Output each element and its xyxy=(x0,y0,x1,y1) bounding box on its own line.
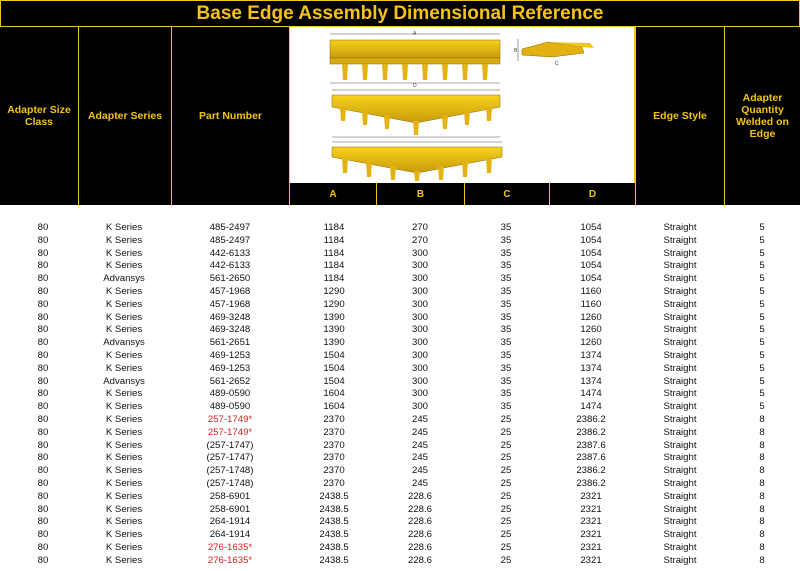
cell-qty: 8 xyxy=(759,541,765,553)
table-row xyxy=(0,478,800,491)
cell-qty: 5 xyxy=(759,260,765,272)
cell-style: Straight xyxy=(663,285,697,297)
cell-size: 80 xyxy=(37,516,49,528)
cell-qty: 5 xyxy=(759,234,765,246)
header-edge-style: Edge Style xyxy=(635,27,724,205)
cell-series: K Series xyxy=(105,234,143,246)
cell-b: 245 xyxy=(411,477,428,489)
cell-size: 80 xyxy=(37,222,49,233)
cell-style: Straight xyxy=(663,388,697,400)
cell-b: 300 xyxy=(411,247,428,259)
cell-c: 25 xyxy=(500,516,512,528)
table-row xyxy=(0,376,800,389)
cell-d: 2321 xyxy=(580,554,602,566)
cell-size: 80 xyxy=(37,452,49,464)
cell-size: 80 xyxy=(37,362,49,374)
header-series: Adapter Series xyxy=(78,27,171,205)
table-row xyxy=(0,286,800,299)
cell-c: 35 xyxy=(500,247,512,259)
cell-series: K Series xyxy=(105,439,143,451)
cell-a: 1290 xyxy=(323,298,345,310)
cell-a: 1184 xyxy=(323,247,345,259)
cell-d: 2387.6 xyxy=(576,439,606,451)
cell-series: K Series xyxy=(105,298,143,310)
cell-style: Straight xyxy=(663,362,697,374)
spade-edge-drawing-2 xyxy=(332,142,502,181)
cell-style: Straight xyxy=(663,298,697,310)
cell-style: Straight xyxy=(663,401,697,413)
cell-series: K Series xyxy=(105,247,143,259)
cell-series: K Series xyxy=(105,516,143,528)
cell-d: 2321 xyxy=(580,503,602,515)
cell-d: 1474 xyxy=(580,401,602,413)
table-row xyxy=(0,324,800,337)
cell-size: 80 xyxy=(37,285,49,297)
cell-b: 300 xyxy=(411,260,428,272)
cell-c: 35 xyxy=(500,401,512,413)
cell-series: K Series xyxy=(105,503,143,515)
cell-qty: 8 xyxy=(759,465,765,477)
cell-qty: 8 xyxy=(759,452,765,464)
cell-b: 300 xyxy=(411,273,428,285)
cell-part: 276-1635* xyxy=(207,554,253,566)
cell-part: 258-6901 xyxy=(209,490,251,502)
cell-series: K Series xyxy=(105,541,143,553)
cell-a: 2438.5 xyxy=(319,541,349,553)
cell-qty: 8 xyxy=(759,516,765,528)
cell-style: Straight xyxy=(663,554,697,566)
cell-style: Straight xyxy=(663,490,697,502)
cell-b: 228.6 xyxy=(407,554,432,566)
cell-b: 300 xyxy=(411,298,428,310)
cell-qty: 5 xyxy=(759,401,765,413)
cell-qty: 5 xyxy=(759,311,765,323)
cell-b: 245 xyxy=(411,465,428,477)
cell-a: 2438.5 xyxy=(319,503,349,515)
cell-c: 35 xyxy=(500,285,512,297)
table-row xyxy=(0,222,800,235)
cell-size: 80 xyxy=(37,337,49,349)
cell-d: 1260 xyxy=(580,324,602,336)
cell-style: Straight xyxy=(663,541,697,553)
cell-b: 228.6 xyxy=(407,516,432,528)
cell-size: 80 xyxy=(37,490,49,502)
cell-b: 300 xyxy=(411,349,428,361)
cell-part: 442-6133 xyxy=(209,247,251,259)
cell-a: 1604 xyxy=(323,388,345,400)
title-bar xyxy=(0,0,800,27)
cell-series: K Series xyxy=(105,285,143,297)
cell-a: 2370 xyxy=(323,465,345,477)
cell-style: Straight xyxy=(663,222,697,233)
cell-size: 80 xyxy=(37,247,49,259)
cell-c: 35 xyxy=(500,324,512,336)
table-row xyxy=(0,350,800,363)
cell-style: Straight xyxy=(663,311,697,323)
cell-qty: 8 xyxy=(759,529,765,541)
cell-series: K Series xyxy=(105,401,143,413)
cell-b: 245 xyxy=(411,426,428,438)
cell-size: 80 xyxy=(37,529,49,541)
cell-d: 2386.2 xyxy=(576,426,606,438)
cell-d: 1054 xyxy=(580,273,602,285)
cell-a: 1184 xyxy=(323,234,345,246)
cell-qty: 5 xyxy=(759,349,765,361)
cell-style: Straight xyxy=(663,516,697,528)
cell-size: 80 xyxy=(37,324,49,336)
table-row xyxy=(0,260,800,273)
cell-d: 2321 xyxy=(580,516,602,528)
cell-a: 1290 xyxy=(323,285,345,297)
cell-c: 35 xyxy=(500,362,512,374)
cell-size: 80 xyxy=(37,260,49,272)
cell-qty: 5 xyxy=(759,298,765,310)
table-row xyxy=(0,452,800,465)
cell-c: 35 xyxy=(500,375,512,387)
header-dim-d: D xyxy=(549,183,635,205)
cell-style: Straight xyxy=(663,477,697,489)
cell-d: 1160 xyxy=(580,285,602,297)
cell-part: 257-1749* xyxy=(207,426,253,438)
cell-c: 25 xyxy=(500,477,512,489)
cell-d: 2321 xyxy=(580,529,602,541)
cell-d: 1374 xyxy=(580,362,602,374)
cell-size: 80 xyxy=(37,375,49,387)
cell-size: 80 xyxy=(37,401,49,413)
cell-d: 2321 xyxy=(580,541,602,553)
table-row xyxy=(0,235,800,248)
cell-part: (257-1747) xyxy=(206,439,254,451)
cell-style: Straight xyxy=(663,503,697,515)
table-row xyxy=(0,312,800,325)
cell-b: 300 xyxy=(411,362,428,374)
cell-d: 1374 xyxy=(580,375,602,387)
header-dim-c: C xyxy=(464,183,549,205)
cell-c: 35 xyxy=(500,349,512,361)
cell-c: 35 xyxy=(500,260,512,272)
cell-part: 264-1914 xyxy=(209,529,251,541)
cell-d: 1054 xyxy=(580,247,602,259)
cell-d: 1474 xyxy=(580,388,602,400)
cell-size: 80 xyxy=(37,298,49,310)
cell-part: 276-1635* xyxy=(207,541,253,553)
cell-b: 300 xyxy=(411,401,428,413)
cell-qty: 8 xyxy=(759,413,765,425)
cell-series: K Series xyxy=(105,324,143,336)
table-row xyxy=(0,504,800,517)
cell-size: 80 xyxy=(37,311,49,323)
cell-d: 2386.2 xyxy=(576,465,606,477)
cell-size: 80 xyxy=(37,465,49,477)
cell-a: 1504 xyxy=(323,375,345,387)
header-quantity: Adapter Quantity Welded on Edge xyxy=(724,27,800,205)
cell-series: K Series xyxy=(105,362,143,374)
header-gap xyxy=(0,205,800,222)
cell-d: 1054 xyxy=(580,234,602,246)
dim-label-b: B xyxy=(514,48,518,54)
cell-series: K Series xyxy=(105,388,143,400)
cell-b: 228.6 xyxy=(407,529,432,541)
table-row xyxy=(0,414,800,427)
cell-size: 80 xyxy=(37,554,49,566)
cell-b: 300 xyxy=(411,324,428,336)
table-row xyxy=(0,248,800,261)
cell-a: 2370 xyxy=(323,426,345,438)
cell-d: 1054 xyxy=(580,222,602,233)
cell-a: 2370 xyxy=(323,413,345,425)
spade-edge-drawing xyxy=(332,90,500,137)
dim-label-d-1: D xyxy=(413,83,417,89)
cell-series: K Series xyxy=(105,490,143,502)
cell-d: 2321 xyxy=(580,490,602,502)
header-dim-b: B xyxy=(376,183,464,205)
cell-style: Straight xyxy=(663,324,697,336)
cell-qty: 8 xyxy=(759,554,765,566)
cell-part: 442-6133 xyxy=(209,260,251,272)
cell-qty: 5 xyxy=(759,362,765,374)
table-row xyxy=(0,401,800,414)
cell-b: 245 xyxy=(411,439,428,451)
cell-d: 1374 xyxy=(580,349,602,361)
table-row xyxy=(0,529,800,542)
cell-c: 25 xyxy=(500,413,512,425)
cell-b: 228.6 xyxy=(407,490,432,502)
side-profile-drawing xyxy=(514,39,594,67)
cell-part: 257-1749* xyxy=(207,413,253,425)
cell-a: 1390 xyxy=(323,311,345,323)
cell-d: 1260 xyxy=(580,311,602,323)
cell-b: 228.6 xyxy=(407,503,432,515)
cell-series: K Series xyxy=(105,529,143,541)
cell-c: 35 xyxy=(500,234,512,246)
cell-series: K Series xyxy=(105,222,143,233)
cell-a: 2370 xyxy=(323,452,345,464)
cell-part: 469-3248 xyxy=(209,311,251,323)
cell-qty: 5 xyxy=(759,285,765,297)
cell-b: 245 xyxy=(411,413,428,425)
cell-series: K Series xyxy=(105,452,143,464)
cell-series: Advansys xyxy=(103,273,145,285)
cell-part: 457-1968 xyxy=(209,285,251,297)
cell-series: K Series xyxy=(105,465,143,477)
cell-c: 25 xyxy=(500,490,512,502)
cell-d: 1160 xyxy=(580,298,602,310)
cell-part: 469-1253 xyxy=(209,349,251,361)
cell-qty: 8 xyxy=(759,477,765,489)
cell-part: 489-0590 xyxy=(209,388,251,400)
table-row xyxy=(0,427,800,440)
table-row xyxy=(0,465,800,478)
dimension-header-row xyxy=(289,183,635,205)
cell-b: 300 xyxy=(411,375,428,387)
table-row xyxy=(0,542,800,555)
cell-part: 485-2497 xyxy=(209,222,251,233)
table-row xyxy=(0,363,800,376)
cell-a: 1504 xyxy=(323,349,345,361)
cell-qty: 5 xyxy=(759,337,765,349)
cell-qty: 8 xyxy=(759,503,765,515)
base-edge-diagram-image xyxy=(290,27,636,183)
cell-style: Straight xyxy=(663,260,697,272)
straight-edge-drawing xyxy=(330,31,500,89)
cell-part: (257-1747) xyxy=(206,452,254,464)
table-header xyxy=(0,27,800,205)
cell-style: Straight xyxy=(663,247,697,259)
cell-size: 80 xyxy=(37,426,49,438)
cell-b: 228.6 xyxy=(407,541,432,553)
cell-size: 80 xyxy=(37,413,49,425)
cell-c: 25 xyxy=(500,529,512,541)
cell-b: 300 xyxy=(411,337,428,349)
header-size-class: Adapter Size Class xyxy=(7,104,71,128)
cell-c: 25 xyxy=(500,426,512,438)
cell-part: 469-1253 xyxy=(209,362,251,374)
cell-part: 469-3248 xyxy=(209,324,251,336)
cell-c: 35 xyxy=(500,273,512,285)
cell-part: 561-2650 xyxy=(209,273,251,285)
cell-series: Advansys xyxy=(103,337,145,349)
cell-b: 300 xyxy=(411,311,428,323)
cell-part: (257-1748) xyxy=(206,477,254,489)
dim-label-c: C xyxy=(555,61,559,67)
cell-a: 2438.5 xyxy=(319,554,349,566)
cell-a: 1390 xyxy=(323,337,345,349)
cell-qty: 5 xyxy=(759,324,765,336)
cell-qty: 5 xyxy=(759,247,765,259)
cell-b: 270 xyxy=(411,222,428,233)
cell-size: 80 xyxy=(37,273,49,285)
cell-style: Straight xyxy=(663,439,697,451)
cell-c: 25 xyxy=(500,541,512,553)
cell-part: 457-1968 xyxy=(209,298,251,310)
cell-part: 485-2497 xyxy=(209,234,251,246)
cell-part: (257-1748) xyxy=(206,465,254,477)
cell-part: 561-2651 xyxy=(209,337,251,349)
cell-style: Straight xyxy=(663,413,697,425)
cell-size: 80 xyxy=(37,439,49,451)
cell-c: 35 xyxy=(500,222,512,233)
cell-a: 1184 xyxy=(323,273,345,285)
cell-style: Straight xyxy=(663,273,697,285)
cell-part: 561-2652 xyxy=(209,375,251,387)
cell-b: 300 xyxy=(411,388,428,400)
table-body xyxy=(0,222,800,568)
cell-size: 80 xyxy=(37,541,49,553)
cell-a: 1604 xyxy=(323,401,345,413)
cell-part: 489-0590 xyxy=(209,401,251,413)
page-title: Base Edge Assembly Dimensional Reference xyxy=(196,2,604,24)
header-part-number: Part Number xyxy=(171,27,289,205)
cell-a: 2438.5 xyxy=(319,490,349,502)
cell-size: 80 xyxy=(37,349,49,361)
table-row xyxy=(0,273,800,286)
cell-c: 25 xyxy=(500,503,512,515)
cell-a: 1184 xyxy=(323,260,345,272)
table-row xyxy=(0,440,800,453)
cell-style: Straight xyxy=(663,426,697,438)
cell-a: 1184 xyxy=(323,222,345,233)
cell-size: 80 xyxy=(37,477,49,489)
cell-qty: 5 xyxy=(759,222,765,233)
header-dim-a: A xyxy=(289,183,376,205)
cell-qty: 5 xyxy=(759,375,765,387)
cell-c: 25 xyxy=(500,554,512,566)
cell-series: K Series xyxy=(105,311,143,323)
cell-c: 25 xyxy=(500,439,512,451)
table-row xyxy=(0,516,800,529)
cell-series: K Series xyxy=(105,426,143,438)
cell-d: 1260 xyxy=(580,337,602,349)
cell-c: 25 xyxy=(500,465,512,477)
cell-part: 264-1914 xyxy=(209,516,251,528)
cell-qty: 8 xyxy=(759,426,765,438)
cell-style: Straight xyxy=(663,349,697,361)
cell-a: 2370 xyxy=(323,477,345,489)
cell-series: K Series xyxy=(105,554,143,566)
cell-c: 35 xyxy=(500,311,512,323)
cell-size: 80 xyxy=(37,503,49,515)
cell-style: Straight xyxy=(663,529,697,541)
cell-series: Advansys xyxy=(103,375,145,387)
table-row xyxy=(0,555,800,568)
cell-part: 258-6901 xyxy=(209,503,251,515)
cell-c: 25 xyxy=(500,452,512,464)
table-row xyxy=(0,491,800,504)
cell-style: Straight xyxy=(663,452,697,464)
cell-qty: 5 xyxy=(759,388,765,400)
cell-size: 80 xyxy=(37,234,49,246)
cell-series: K Series xyxy=(105,349,143,361)
cell-a: 2438.5 xyxy=(319,516,349,528)
cell-b: 300 xyxy=(411,285,428,297)
cell-style: Straight xyxy=(663,465,697,477)
table-row xyxy=(0,337,800,350)
dim-label-a: A xyxy=(413,31,417,37)
cell-series: K Series xyxy=(105,260,143,272)
cell-a: 2370 xyxy=(323,439,345,451)
cell-c: 35 xyxy=(500,337,512,349)
cell-qty: 8 xyxy=(759,490,765,502)
cell-d: 2386.2 xyxy=(576,413,606,425)
cell-b: 270 xyxy=(411,234,428,246)
cell-a: 2438.5 xyxy=(319,529,349,541)
cell-b: 245 xyxy=(411,452,428,464)
cell-a: 1390 xyxy=(323,324,345,336)
cell-d: 2387.6 xyxy=(576,452,606,464)
cell-qty: 5 xyxy=(759,273,765,285)
cell-style: Straight xyxy=(663,337,697,349)
table-row xyxy=(0,388,800,401)
table-row xyxy=(0,299,800,312)
base-edge-diagram xyxy=(289,27,635,183)
cell-a: 1504 xyxy=(323,362,345,374)
cell-style: Straight xyxy=(663,375,697,387)
cell-series: K Series xyxy=(105,477,143,489)
cell-style: Straight xyxy=(663,234,697,246)
cell-c: 35 xyxy=(500,388,512,400)
cell-qty: 8 xyxy=(759,439,765,451)
cell-d: 2386.2 xyxy=(576,477,606,489)
cell-series: K Series xyxy=(105,413,143,425)
cell-c: 35 xyxy=(500,298,512,310)
cell-size: 80 xyxy=(37,388,49,400)
cell-d: 1054 xyxy=(580,260,602,272)
